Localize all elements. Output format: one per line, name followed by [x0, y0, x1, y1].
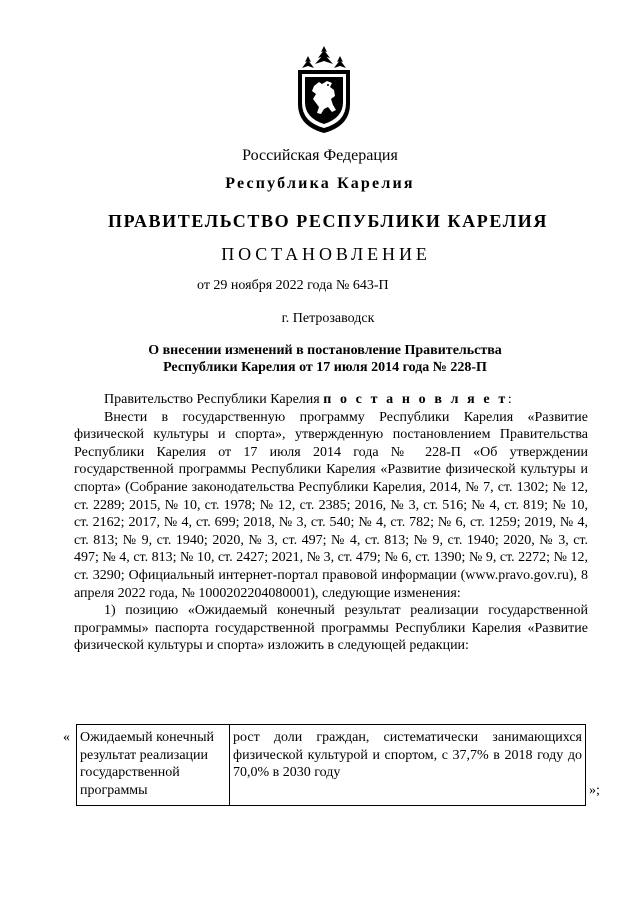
- republic-title: Республика Карелия: [225, 175, 415, 192]
- city-name: г. Петрозаводск: [281, 311, 375, 326]
- decree-subject-line-1: О внесении изменений в постановление Правительства: [148, 343, 502, 358]
- intro-prefix: Правительство Республики Карелия: [104, 392, 324, 407]
- table-row: [77, 725, 586, 806]
- decree-body: [74, 391, 588, 655]
- government-title: ПРАВИТЕЛЬСТВО РЕСПУБЛИКИ КАРЕЛИЯ: [108, 211, 548, 231]
- table-quote-open: «: [63, 730, 70, 745]
- decree-intro: [74, 391, 588, 409]
- intro-resolves: п о с т а н о в л я е т: [323, 392, 508, 407]
- decree-paragraph-2: 1) позицию «Ожидаемый конечный результат реализации государственной программы» паспорта государственной программы Республики Карелия «Развитие физической культуры и спорта» изложить в следующей редакции:: [74, 603, 588, 654]
- table-cell-label: Ожидаемый конечный результат реализации государственной программы: [77, 725, 230, 806]
- passport-position-table: [76, 724, 586, 806]
- intro-suffix: :: [507, 392, 512, 407]
- federation-title: Российская Федерация: [242, 147, 398, 164]
- decree-subject: [80, 342, 570, 376]
- document-type-title: ПОСТАНОВЛЕНИЕ: [221, 244, 431, 264]
- table-cell-value: рост доли граждан, систематически занимающихся физической культурой и спортом, с 37,7% в 2018 году до 70,0% в 2030 году: [230, 725, 586, 806]
- decree-paragraph-1: Внести в государственную программу Республики Карелия «Развитие физической культуры и спорта», утвержденную постановлением Правительства Республики Карелия от 17 июля 2014 года № 228-П «Об утверждении государственной программы Республики Карелия «Развитие физической культуры и спорта» (Собрание законодательства Республики Карелия, 2014, № 7, ст. 1302; № 12, ст. 2289; 2015, № 10, ст. 1978; № 12, ст. 2385; 2016, № 3, ст. 516; № 4, ст. 819; № 10, ст. 2162; 2017, № 4, ст. 699; 2018, № 3, ст. 540; № 4, ст. 782; № 6, ст. 1259; 2019, № 4, ст. 813; № 9, ст. 1940; 2020, № 3, ст. 497; № 4, ст. 813; № 9, ст. 1940; 2020, № 3, ст. 497; № 4, ст. 813; № 10, ст. 2427; 2021, № 3, ст. 479; № 6, ст. 1390; № 9, ст. 2272; № 12, ст. 3290; Официальный интернет-портал правовой информации (www.pravo.gov.ru), 8 апреля 2022 года, № 1000202204080001), следующие изменения:: [74, 409, 588, 601]
- decree-subject-line-2: Республики Карелия от 17 июля 2014 года № 228-П: [163, 360, 487, 375]
- decree-date-number: от 29 ноября 2022 года № 643-П: [197, 278, 389, 293]
- karelia-coat-of-arms-icon: [294, 46, 354, 134]
- table-quote-close: »;: [589, 783, 600, 798]
